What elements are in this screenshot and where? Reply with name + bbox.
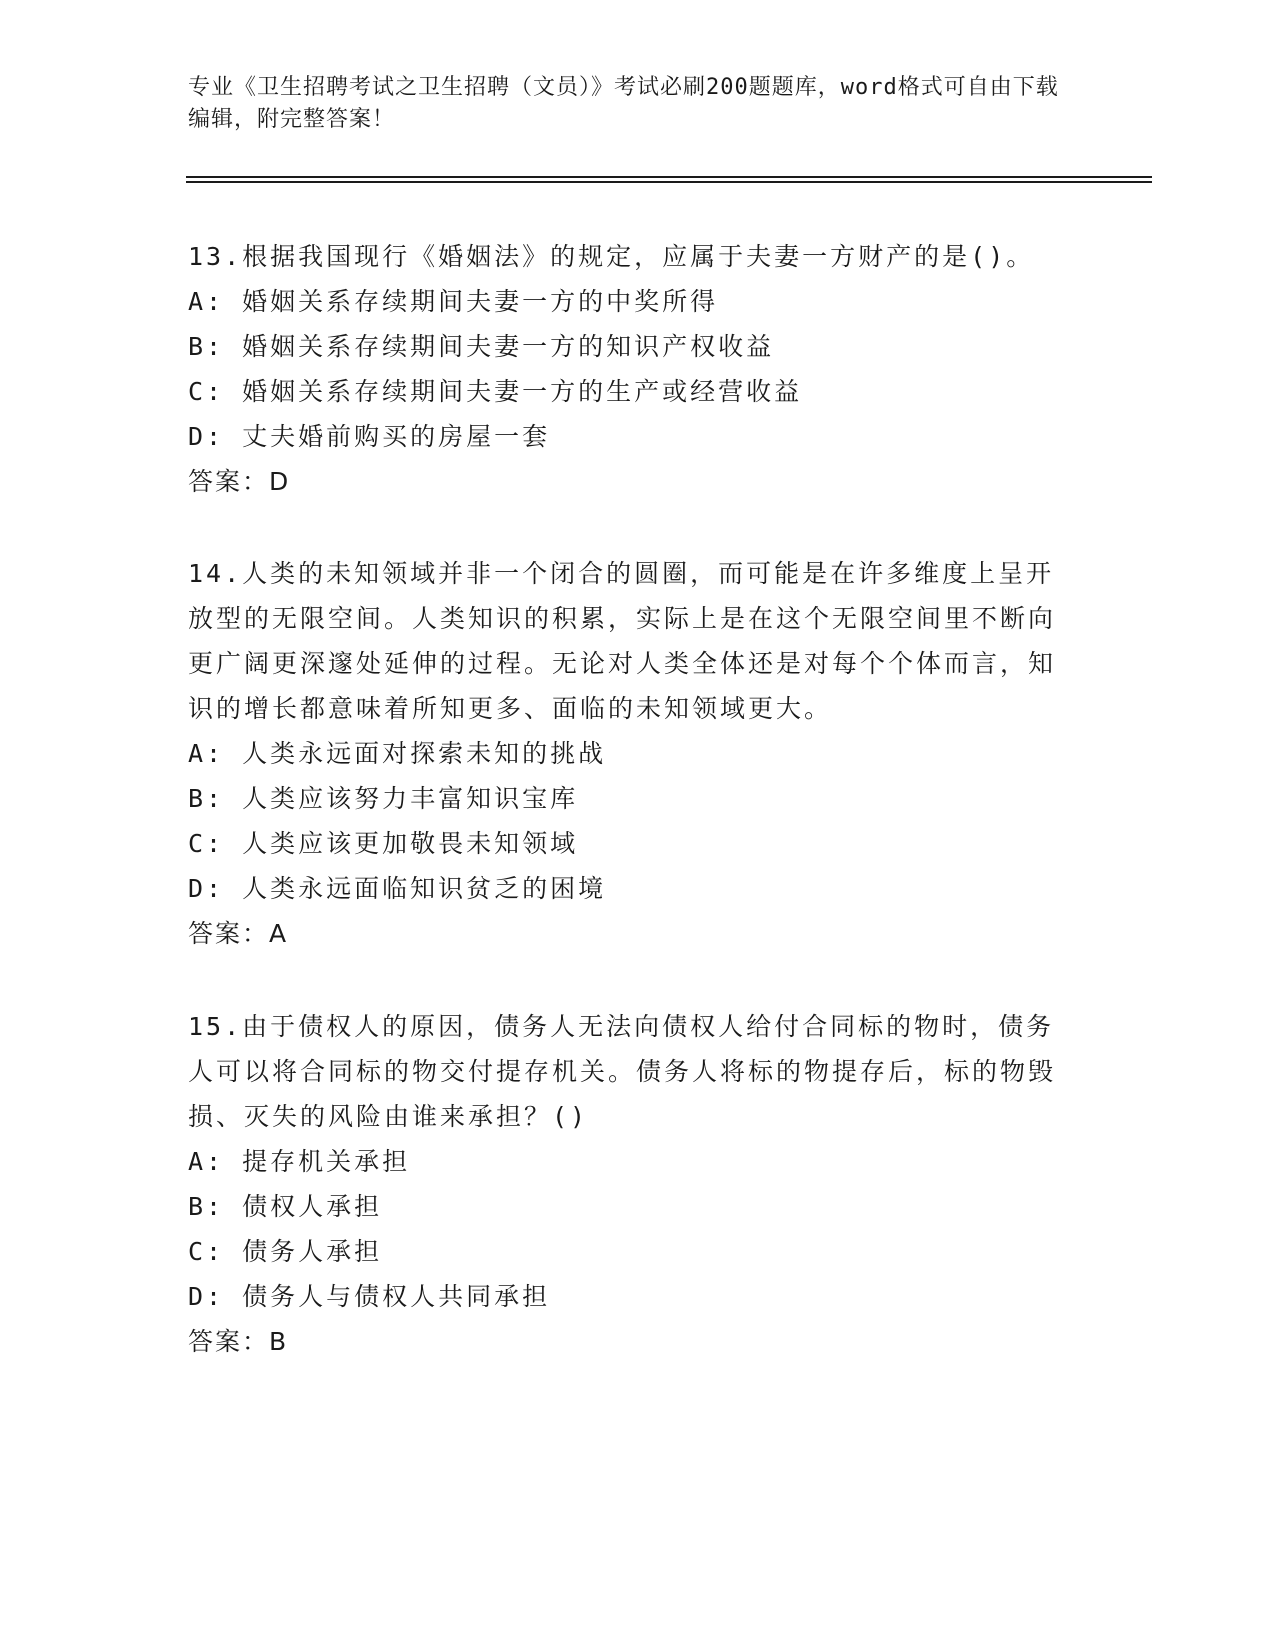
document-header: 专业《卫生招聘考试之卫生招聘（文员）》考试必刷200题题库，word格式可自由下载编辑，附完整答案！ [188,75,1059,132]
question-14 [188,551,1068,957]
header-rule-top [186,176,1152,178]
header-rule-bottom [186,181,1152,183]
option-b: B: 婚姻关系存续期间夫妻一方的知识产权收益 [188,332,775,361]
option-d: D: 丈夫婚前购买的房屋一套 [188,422,551,451]
option-a: A: 婚姻关系存续期间夫妻一方的中奖所得 [188,287,719,316]
answer: 答案：A [188,919,289,948]
question-15 [188,1004,1068,1365]
question-13 [188,234,1068,505]
option-b: B: 债权人承担 [188,1192,383,1221]
option-d: D: 人类永远面临知识贫乏的困境 [188,874,607,903]
question-stem: 15.由于债权人的原因，债务人无法向债权人给付合同标的物时，债务人可以将合同标的物交付提存机关。债务人将标的物提存后，标的物毁损、灭失的风险由谁来承担？() [188,1012,1057,1131]
option-a: A: 人类永远面对探索未知的挑战 [188,739,607,768]
answer: 答案：B [188,1327,289,1356]
answer: 答案：D [188,467,291,496]
question-stem: 14.人类的未知领域并非一个闭合的圆圈，而可能是在许多维度上呈开放型的无限空间。人类知识的积累，实际上是在这个无限空间里不断向更广阔更深邃处延伸的过程。无论对人类全体还是对每个个体而言，知识的增长都意味着所知更多、面临的未知领域更大。 [188,559,1057,723]
option-a: A: 提存机关承担 [188,1147,411,1176]
option-d: D: 债务人与债权人共同承担 [188,1282,551,1311]
option-b: B: 人类应该努力丰富知识宝库 [188,784,579,813]
option-c: C: 婚姻关系存续期间夫妻一方的生产或经营收益 [188,377,803,406]
option-c: C: 债务人承担 [188,1237,383,1266]
question-stem: 13.根据我国现行《婚姻法》的规定，应属于夫妻一方财产的是()。 [188,242,1035,271]
option-c: C: 人类应该更加敬畏未知领域 [188,829,579,858]
